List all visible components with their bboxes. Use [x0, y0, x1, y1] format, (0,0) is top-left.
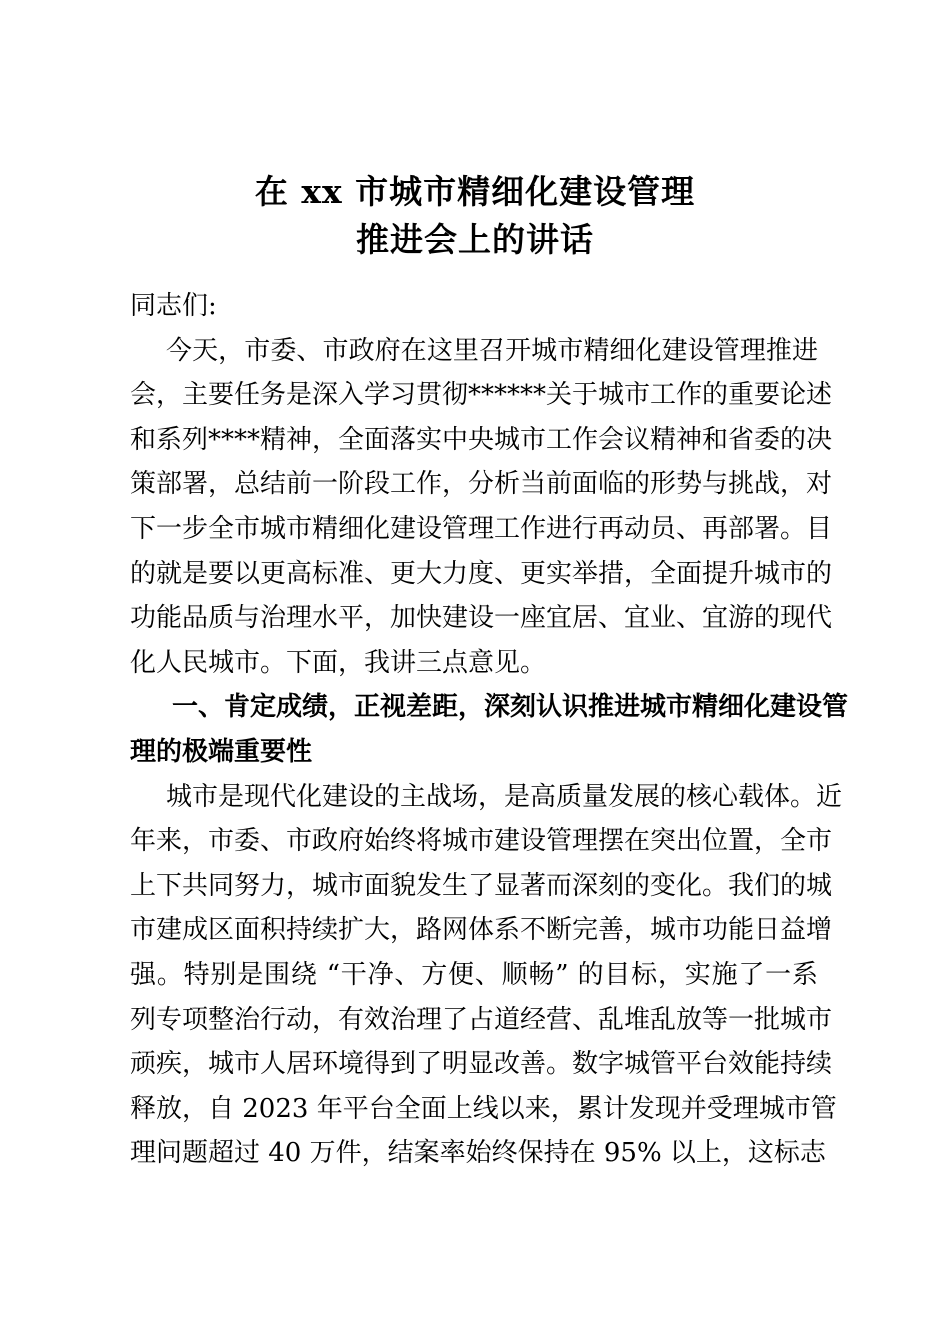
- paragraph-line: 市建成区面积持续扩大，路网体系不断完善，城市功能日益增: [130, 915, 833, 946]
- paragraph-line: 和系列****精神，全面落实中央城市工作会议精神和省委的决: [130, 424, 833, 455]
- paragraph-line: 列专项整治行动，有效治理了占道经营、乱堆乱放等一批城市: [130, 1004, 833, 1035]
- document-title-line-2: 推进会上的讲话: [356, 220, 594, 259]
- paragraph-line: 下一步全市城市精细化建设管理工作进行再动员、再部署。目: [130, 513, 833, 544]
- paragraph-line: 年来，市委、市政府始终将城市建设管理摆在突出位置，全市: [130, 826, 833, 857]
- section-heading-line: 理的极端重要性: [130, 736, 313, 767]
- paragraph-line: 化人民城市。下面，我讲三点意见。: [130, 647, 547, 678]
- paragraph-line: 会，主要任务是深入学习贯彻******关于城市工作的重要论述: [130, 380, 833, 411]
- paragraph-line: 顽疾，城市人居环境得到了明显改善。数字城管平台效能持续: [130, 1049, 833, 1080]
- paragraph-line: 理问题超过 40 万件，结案率始终保持在 95% 以上，这标志: [130, 1138, 826, 1169]
- paragraph-line: 上下共同努力，城市面貌发生了显著而深刻的变化。我们的城: [130, 870, 833, 901]
- paragraph-line: 强。特别是围绕 “干净、方便、顺畅” 的目标，实施了一系: [130, 959, 818, 990]
- paragraph-line: 释放，自 2023 年平台全面上线以来，累计发现并受理城市管: [130, 1093, 837, 1124]
- salutation: 同志们:: [130, 291, 217, 321]
- section-heading-line: 一、肯定成绩，正视差距，深刻认识推进城市精细化建设管: [172, 692, 849, 723]
- paragraph-line: 的就是要以更高标准、更大力度、更实举措，全面提升城市的: [130, 558, 833, 589]
- paragraph-line: 策部署，总结前一阶段工作，分析当前面临的形势与挑战，对: [130, 469, 833, 500]
- document-title-line-1: 在 xx 市城市精细化建设管理: [254, 172, 696, 211]
- paragraph-line: 城市是现代化建设的主战场，是高质量发展的核心载体。近: [166, 781, 843, 812]
- paragraph-line: 功能品质与治理水平，加快建设一座宜居、宜业、宜游的现代: [130, 603, 833, 634]
- document-body: [130, 284, 849, 1176]
- paragraph-line: 今天，市委、市政府在这里召开城市精细化建设管理推进: [166, 335, 818, 366]
